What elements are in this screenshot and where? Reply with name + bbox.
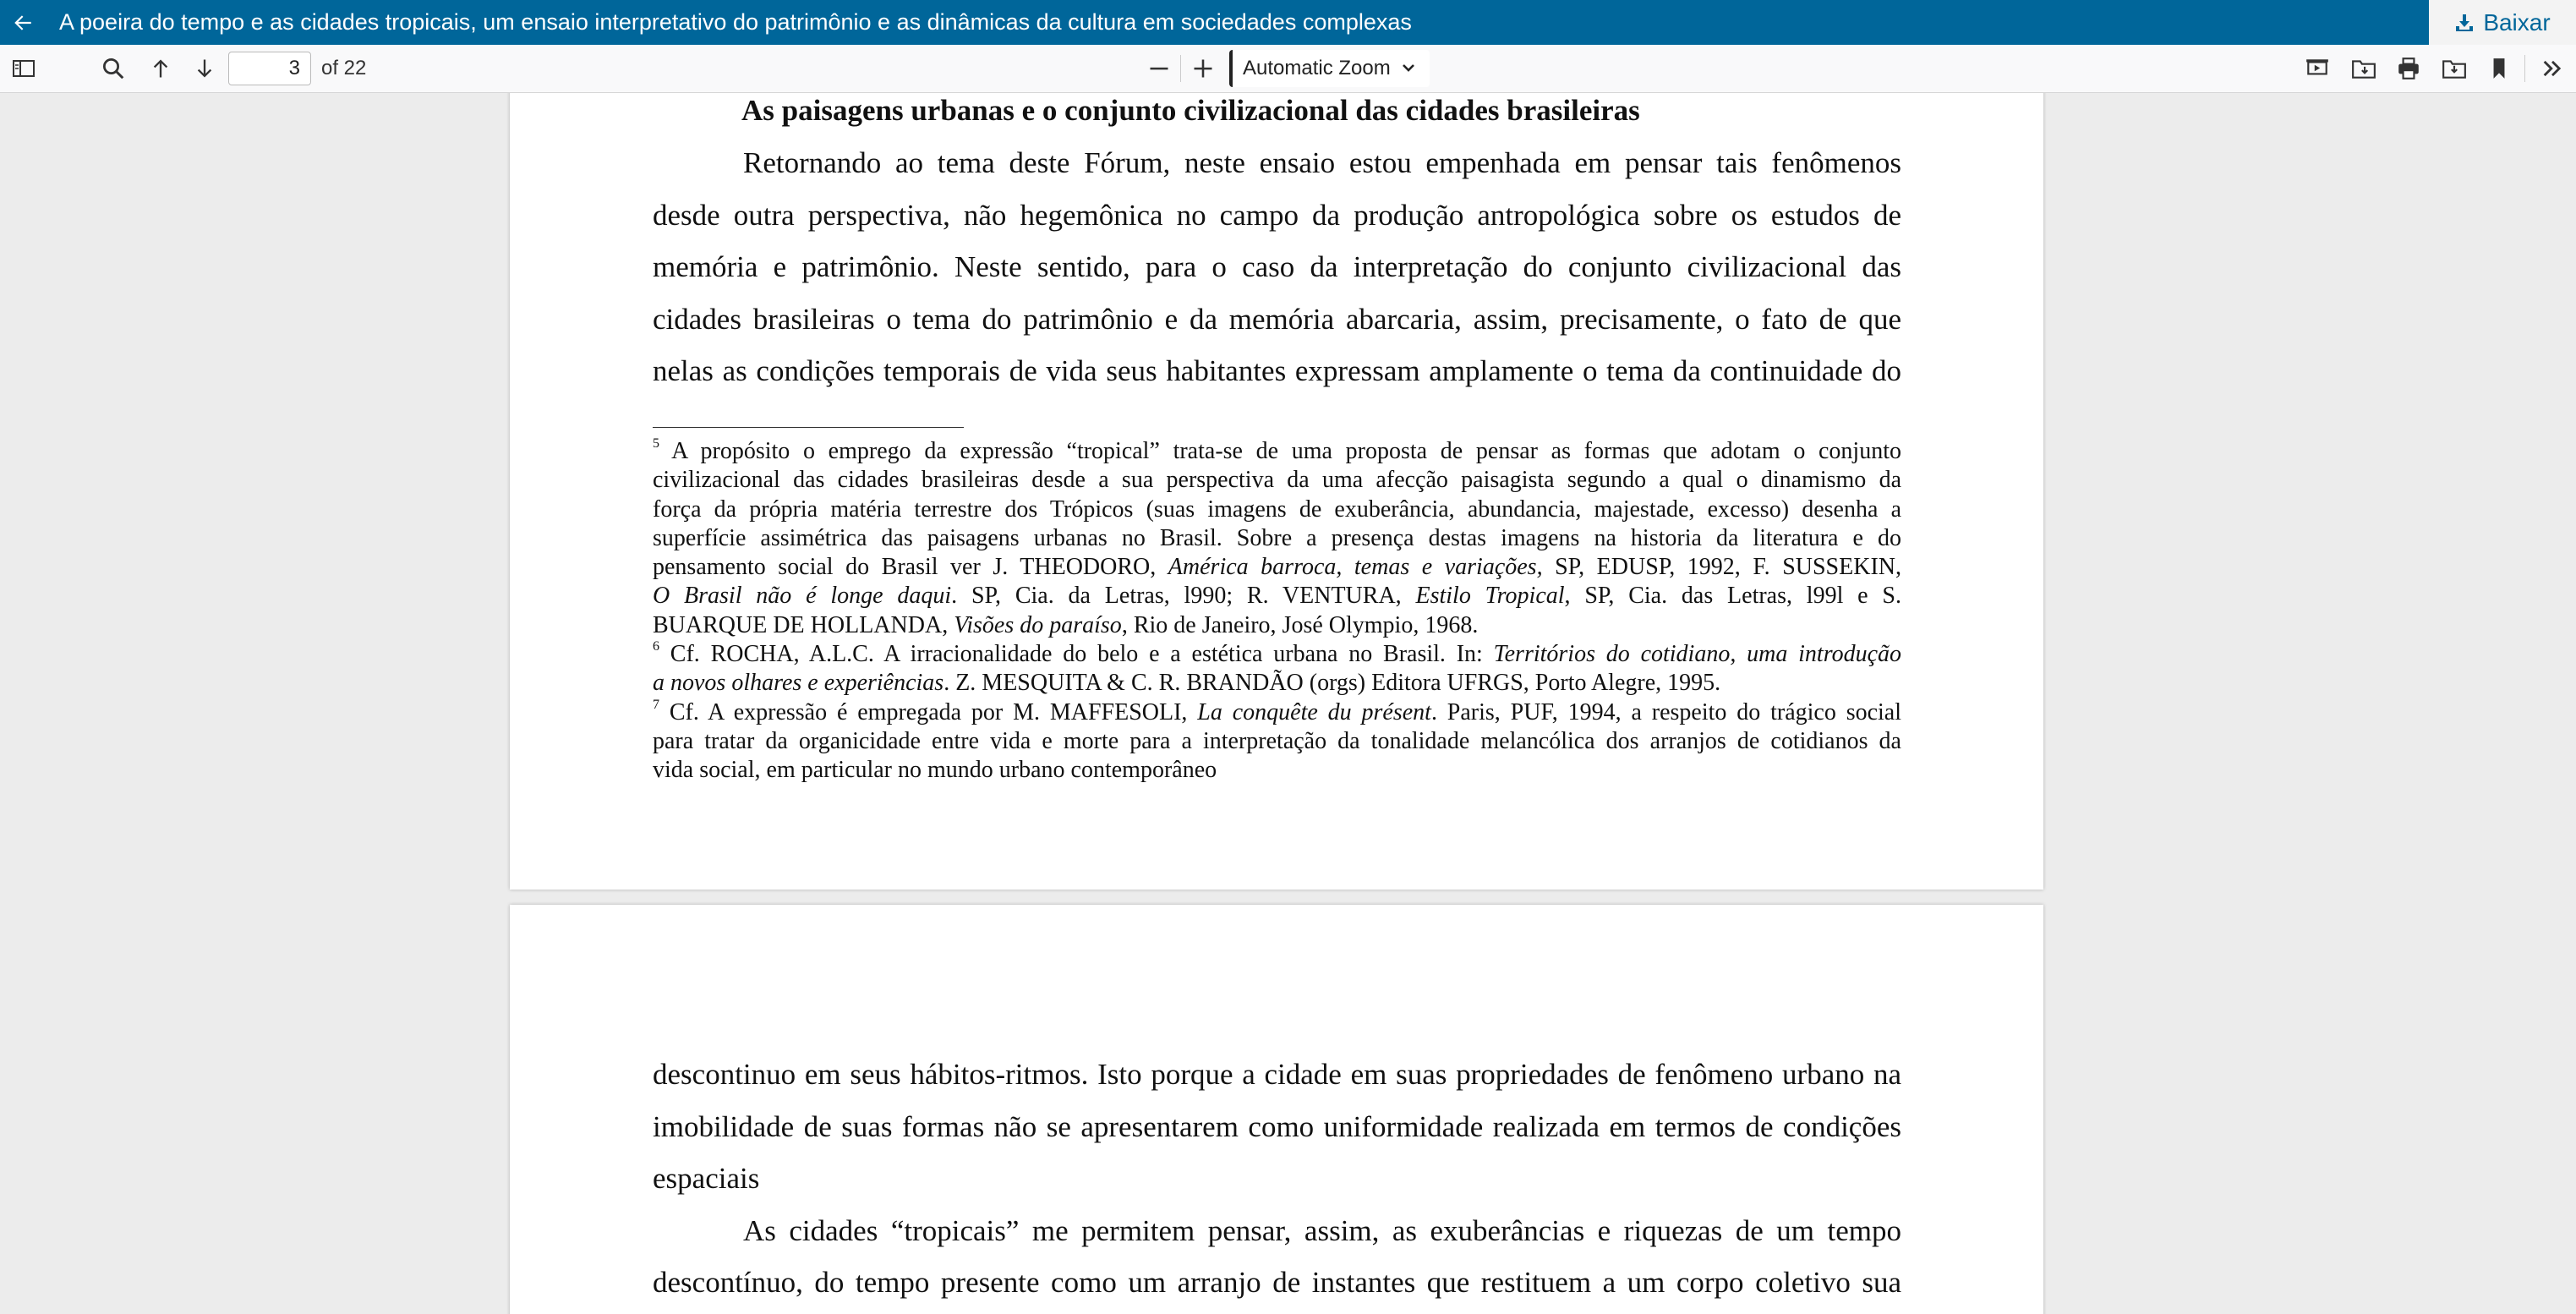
footnote-text: força da própria matéria terrestre dos Trópicos (suas imagens de exuberância, abundancia, majestade, excesso) desenha a xyxy=(653,495,1901,523)
body-paragraph xyxy=(653,137,1901,397)
pdf-page-4 xyxy=(510,905,2043,1314)
footnote-number: 7 xyxy=(653,697,659,712)
cited-title: Territórios do cotidiano, uma introdução xyxy=(1493,641,1901,668)
chevron-down-icon xyxy=(1399,50,1418,87)
save-button[interactable] xyxy=(2437,52,2471,85)
next-page-button[interactable] xyxy=(188,52,222,85)
cited-title: La conquête du présent xyxy=(1197,698,1431,725)
zoom-in-button[interactable] xyxy=(1186,52,1220,85)
footnote-text: civilizacional das cidades brasileiras desde a sua perspectiva da uma afecção paisagista segundo a qual o dinamismo da xyxy=(653,467,1901,494)
body-paragraph xyxy=(653,1048,1901,1309)
print-button[interactable] xyxy=(2392,52,2426,85)
presentation-mode-button[interactable] xyxy=(2300,52,2334,85)
bookmark-icon xyxy=(2489,57,2509,80)
document-viewer[interactable] xyxy=(0,93,2576,1314)
footnote-text: Cf. ROCHA, A.L.C. A irracionalidade do belo e a estética urbana no Brasil. In: xyxy=(670,641,1494,668)
more-tools-button[interactable] xyxy=(2535,52,2569,85)
sidebar-toggle-icon xyxy=(12,58,36,79)
save-icon xyxy=(2442,57,2467,80)
text-line: espaciais xyxy=(653,1162,760,1195)
toolbar-separator xyxy=(2524,55,2525,82)
page-number-input[interactable] xyxy=(228,52,311,85)
footnote-7 xyxy=(653,698,1901,786)
pdf-page-3 xyxy=(510,93,2043,890)
footnote-number: 5 xyxy=(653,436,659,451)
text-line: cidades brasileiras o tema do patrimônio e da memória abarcaria, assim, precisamente, o fato de que xyxy=(653,302,1901,336)
section-heading: As paisagens urbanas e o conjunto civilizacional das cidades brasileiras xyxy=(741,94,1640,127)
footnote-text: vida social, em particular no mundo urbano contemporâneo xyxy=(653,757,1217,784)
arrow-down-icon xyxy=(193,56,216,81)
footnote-text: . Z. MESQUITA & C. R. BRANDÃO (orgs) Editora UFRGS, Porto Alegre, 1995. xyxy=(943,670,1721,697)
print-icon xyxy=(2396,57,2421,80)
footnote-text: A propósito o emprego da expressão “tropical” trata-se de uma proposta de pensar as formas que adotam o conjunto xyxy=(671,438,1901,464)
arrow-up-icon xyxy=(149,56,172,81)
footnote-5 xyxy=(653,437,1901,640)
bookmark-button[interactable] xyxy=(2482,52,2516,85)
sidebar-toggle-button[interactable] xyxy=(7,52,41,85)
footnote-text: pensamento social do Brasil ver J. THEODORO, xyxy=(653,554,1168,581)
cited-title: América barroca, temas e variações, xyxy=(1168,554,1543,581)
footnote-text: , SP, Cia. das Letras, l99l e S. xyxy=(1564,583,1902,610)
text-line: imobilidade de suas formas não se apresentarem como uniformidade realizada em termos de condições xyxy=(653,1109,1901,1143)
toolbar-separator xyxy=(1180,55,1181,82)
text-line: desde outra perspectiva, não hegemônica no campo da produção antropológica sobre os estudos de xyxy=(653,198,1901,232)
footnote-text: SP, EDUSP, 1992, F. SUSSEKIN, xyxy=(1542,554,1902,581)
back-button[interactable] xyxy=(0,0,45,45)
text-line: As cidades “tropicais” me permitem pensar, assim, as exuberâncias e riquezas de um tempo xyxy=(743,1213,1901,1247)
footnote-text: . Paris, PUF, 1994, a respeito do trágico social xyxy=(1430,698,1902,725)
footnote-6 xyxy=(653,640,1901,698)
text-line: nelas as condições temporais de vida seus habitantes expressam amplamente o tema da continuidade do xyxy=(653,354,1901,387)
text-line: Retornando ao tema deste Fórum, neste ensaio estou empenhada em pensar tais fenômenos xyxy=(743,146,1901,179)
zoom-out-button[interactable] xyxy=(1142,52,1176,85)
text-line: descontínuo, do tempo presente como um arranjo de instantes que restituem a um corpo coletivo sua xyxy=(653,1266,1901,1299)
footnote-text: superfície assimétrica das paisagens urbanas no Brasil. Sobre a presença destas imagens na historia da literatura e do xyxy=(653,524,1901,551)
footnote-text: Cf. A expressão é empregada por M. MAFFESOLI, xyxy=(669,698,1198,725)
pdf-toolbar xyxy=(0,45,2576,93)
footnote-text: BUARQUE DE HOLLANDA, xyxy=(653,611,954,638)
text-line: descontinuo em seus hábitos-ritmos. Isto porque a cidade em suas propriedades de fenômeno urbano na xyxy=(653,1058,1901,1091)
minus-icon xyxy=(1147,57,1171,80)
double-chevron-right-icon xyxy=(2540,57,2564,80)
open-file-button[interactable] xyxy=(2347,52,2381,85)
cited-title: O Brasil não é longe daqui xyxy=(653,583,952,610)
search-icon xyxy=(101,56,126,81)
download-label: Baixar xyxy=(2483,8,2551,36)
search-button[interactable] xyxy=(96,52,130,85)
footnote-text: . SP, Cia. da Letras, l990; R. VENTURA, xyxy=(951,583,1416,610)
cited-title: Visões do paraíso xyxy=(954,611,1122,638)
zoom-value: Automatic Zoom xyxy=(1243,57,1391,79)
footnote-number: 6 xyxy=(653,639,659,654)
zoom-select[interactable] xyxy=(1229,50,1430,87)
previous-page-button[interactable] xyxy=(144,52,178,85)
document-title: A poeira do tempo e as cidades tropicais, um ensaio interpretativo do patrimônio e as dinâmicas da cultura em sociedades complexas xyxy=(59,9,1412,35)
page-count: of 22 xyxy=(321,57,367,79)
footnote-rule xyxy=(653,427,964,428)
download-icon xyxy=(2454,13,2475,33)
arrow-left-icon xyxy=(12,12,34,34)
presentation-icon xyxy=(2305,57,2330,80)
plus-icon xyxy=(1191,57,1215,80)
cited-title: Estilo Tropical xyxy=(1415,583,1565,610)
text-line: memória e patrimônio. Neste sentido, para o caso da interpretação do conjunto civilizacional das xyxy=(653,250,1901,283)
cited-title: a novos olhares e experiências xyxy=(653,670,944,697)
download-button[interactable] xyxy=(2429,0,2576,45)
footnotes xyxy=(653,437,1901,786)
title-bar xyxy=(0,0,2576,45)
footnote-text: , Rio de Janeiro, José Olympio, 1968. xyxy=(1121,611,1479,638)
footnote-text: para tratar da organicidade entre vida e morte para a interpretação da tonalidade melancólica dos arranjos de cotidianos da xyxy=(653,727,1901,754)
open-file-icon xyxy=(2351,57,2376,80)
